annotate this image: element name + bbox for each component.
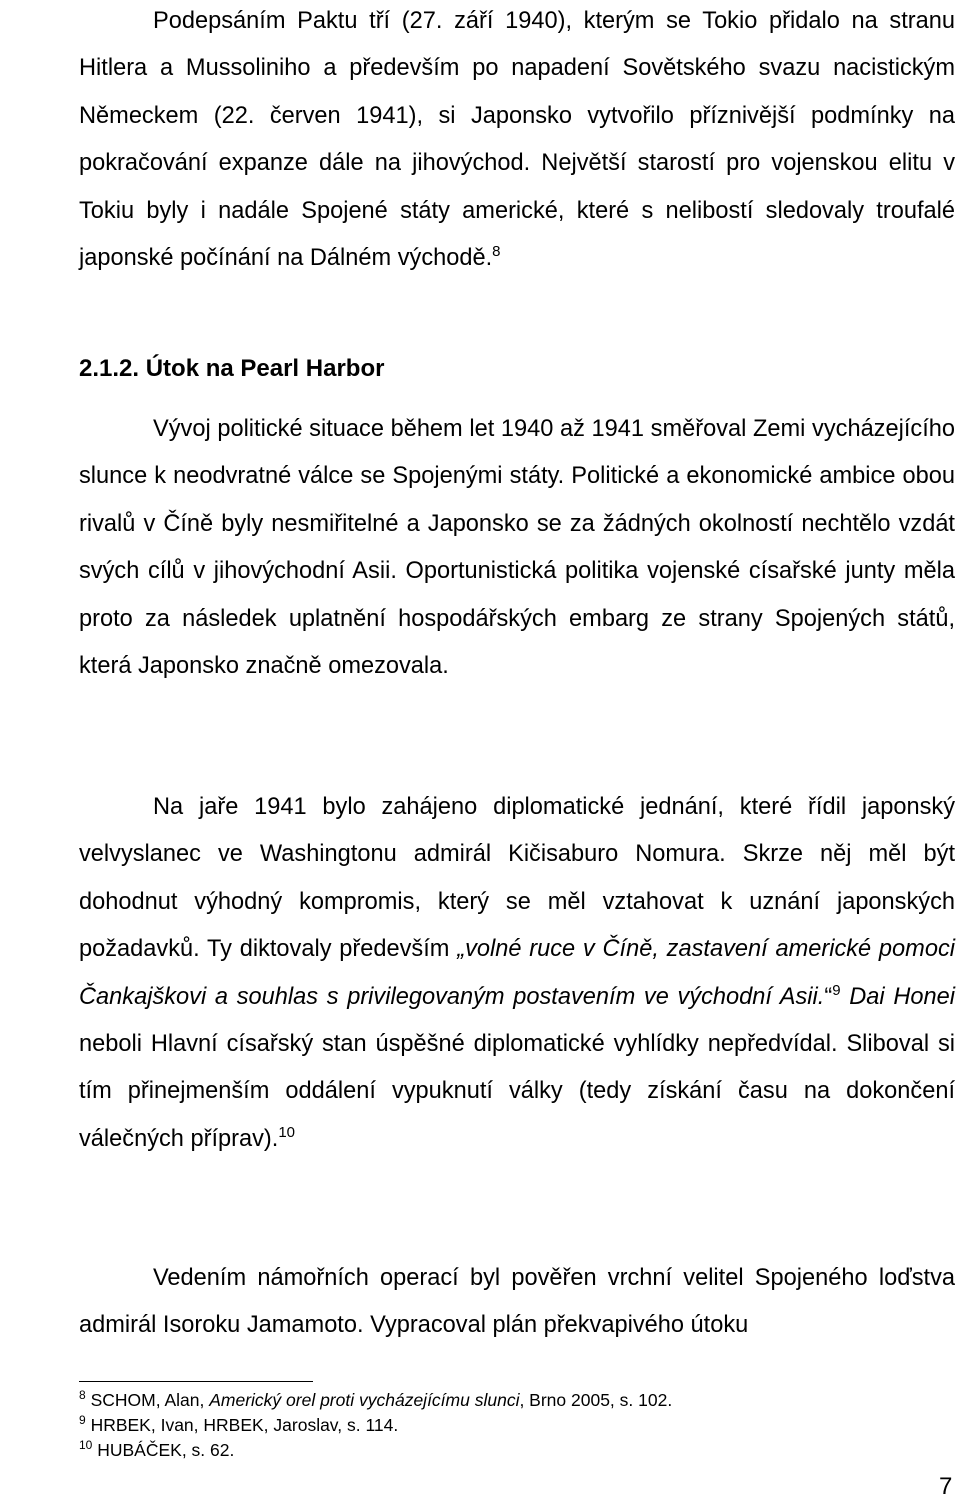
paragraph-2: [79, 406, 955, 690]
section-heading: 2.1.2. Útok na Pearl Harbor: [79, 355, 385, 382]
page-number: 7: [939, 1473, 953, 1500]
footnote-8: $^8$ SCHOM, Alan, Americký orel proti vycházejícímu slunci, Brno 2005, s. 102.: [79, 1388, 673, 1410]
footnote-ref-9: 9: [832, 981, 841, 999]
paragraph-2-text: Vývoj politické situace během let 1940 až 1941 směřoval Zemi vycházejícího slunce k neodvratné válce se Spojenými státy. Politické a ekonomické ambice obou rivalů v Číně byly nesmiřitelné a Japonsko se za žádných okolností nechtělo vzdát svých cílů v jihovýchodní Asii. Oportunistická politika vojenské císařské junty měla proto za následek uplatnění hospodářských embarg ze strany Spojených států, která Japonsko značně omezovala.: [79, 416, 955, 680]
closing-quote: “: [824, 983, 833, 1010]
quote-text: „volné ruce v Číně, zastavení americké pomoci Čankajškovi a souhlas s privilegovaným postavením ve východní Asii.: [79, 936, 955, 1010]
footnotes: [79, 1388, 672, 1463]
footnote-separator: [79, 1381, 313, 1382]
footnote-9: $^9$ HRBEK, Ivan, HRBEK, Jaroslav, s. 114.: [79, 1413, 399, 1435]
paragraph-3-text-a: Na jaře 1941 bylo zahájeno diplomatické jednání, které řídil japonský velvyslanec ve Washingtonu admirál Kičisaburo Nomura. Skrze něj měl být dohodnut výhodný kompromis, který se měl vztahovat k uznání japonských požadavků. Ty diktovaly především: [79, 794, 955, 963]
paragraph-1-text: Podepsáním Paktu tří (27. září 1940), kterým se Tokio přidalo na stranu Hitlera a Mussoliniho a především po napadení Sovětského svazu nacistickým Německem (22. červen 1941), si Japonsko vytvořilo příznivější podmínky na pokračování expanze dále na jihovýchod. Největší starostí pro vojenskou elitu v Tokiu byly i nadále Spojené státy americké, které s nelibostí sledovaly troufalé japonské počínání na Dálném východě.: [79, 8, 955, 272]
paragraph-3: [79, 784, 955, 1163]
footnote-10: $^{10}$ HUBÁČEK, s. 62.: [79, 1438, 235, 1460]
footnote-ref-10: 10: [278, 1123, 296, 1141]
dai-honei-term: Dai Honei: [849, 983, 956, 1010]
paragraph-1: [79, 0, 955, 282]
paragraph-4-text: Vedením námořních operací byl pověřen vrchní velitel Spojeného loďstva admirál Isoroku Jamamoto. Vypracoval plán překvapivého útoku: [79, 1265, 955, 1339]
footnote-ref-8: 8: [492, 243, 501, 261]
paragraph-3-text-b: neboli Hlavní císařský stan úspěšné diplomatické vyhlídky nepředvídal. Sliboval si tím přinejmenším oddálení vypuknutí války (tedy získání času na dokončení válečných příprav).: [79, 1031, 955, 1152]
paragraph-4: [79, 1255, 955, 1350]
